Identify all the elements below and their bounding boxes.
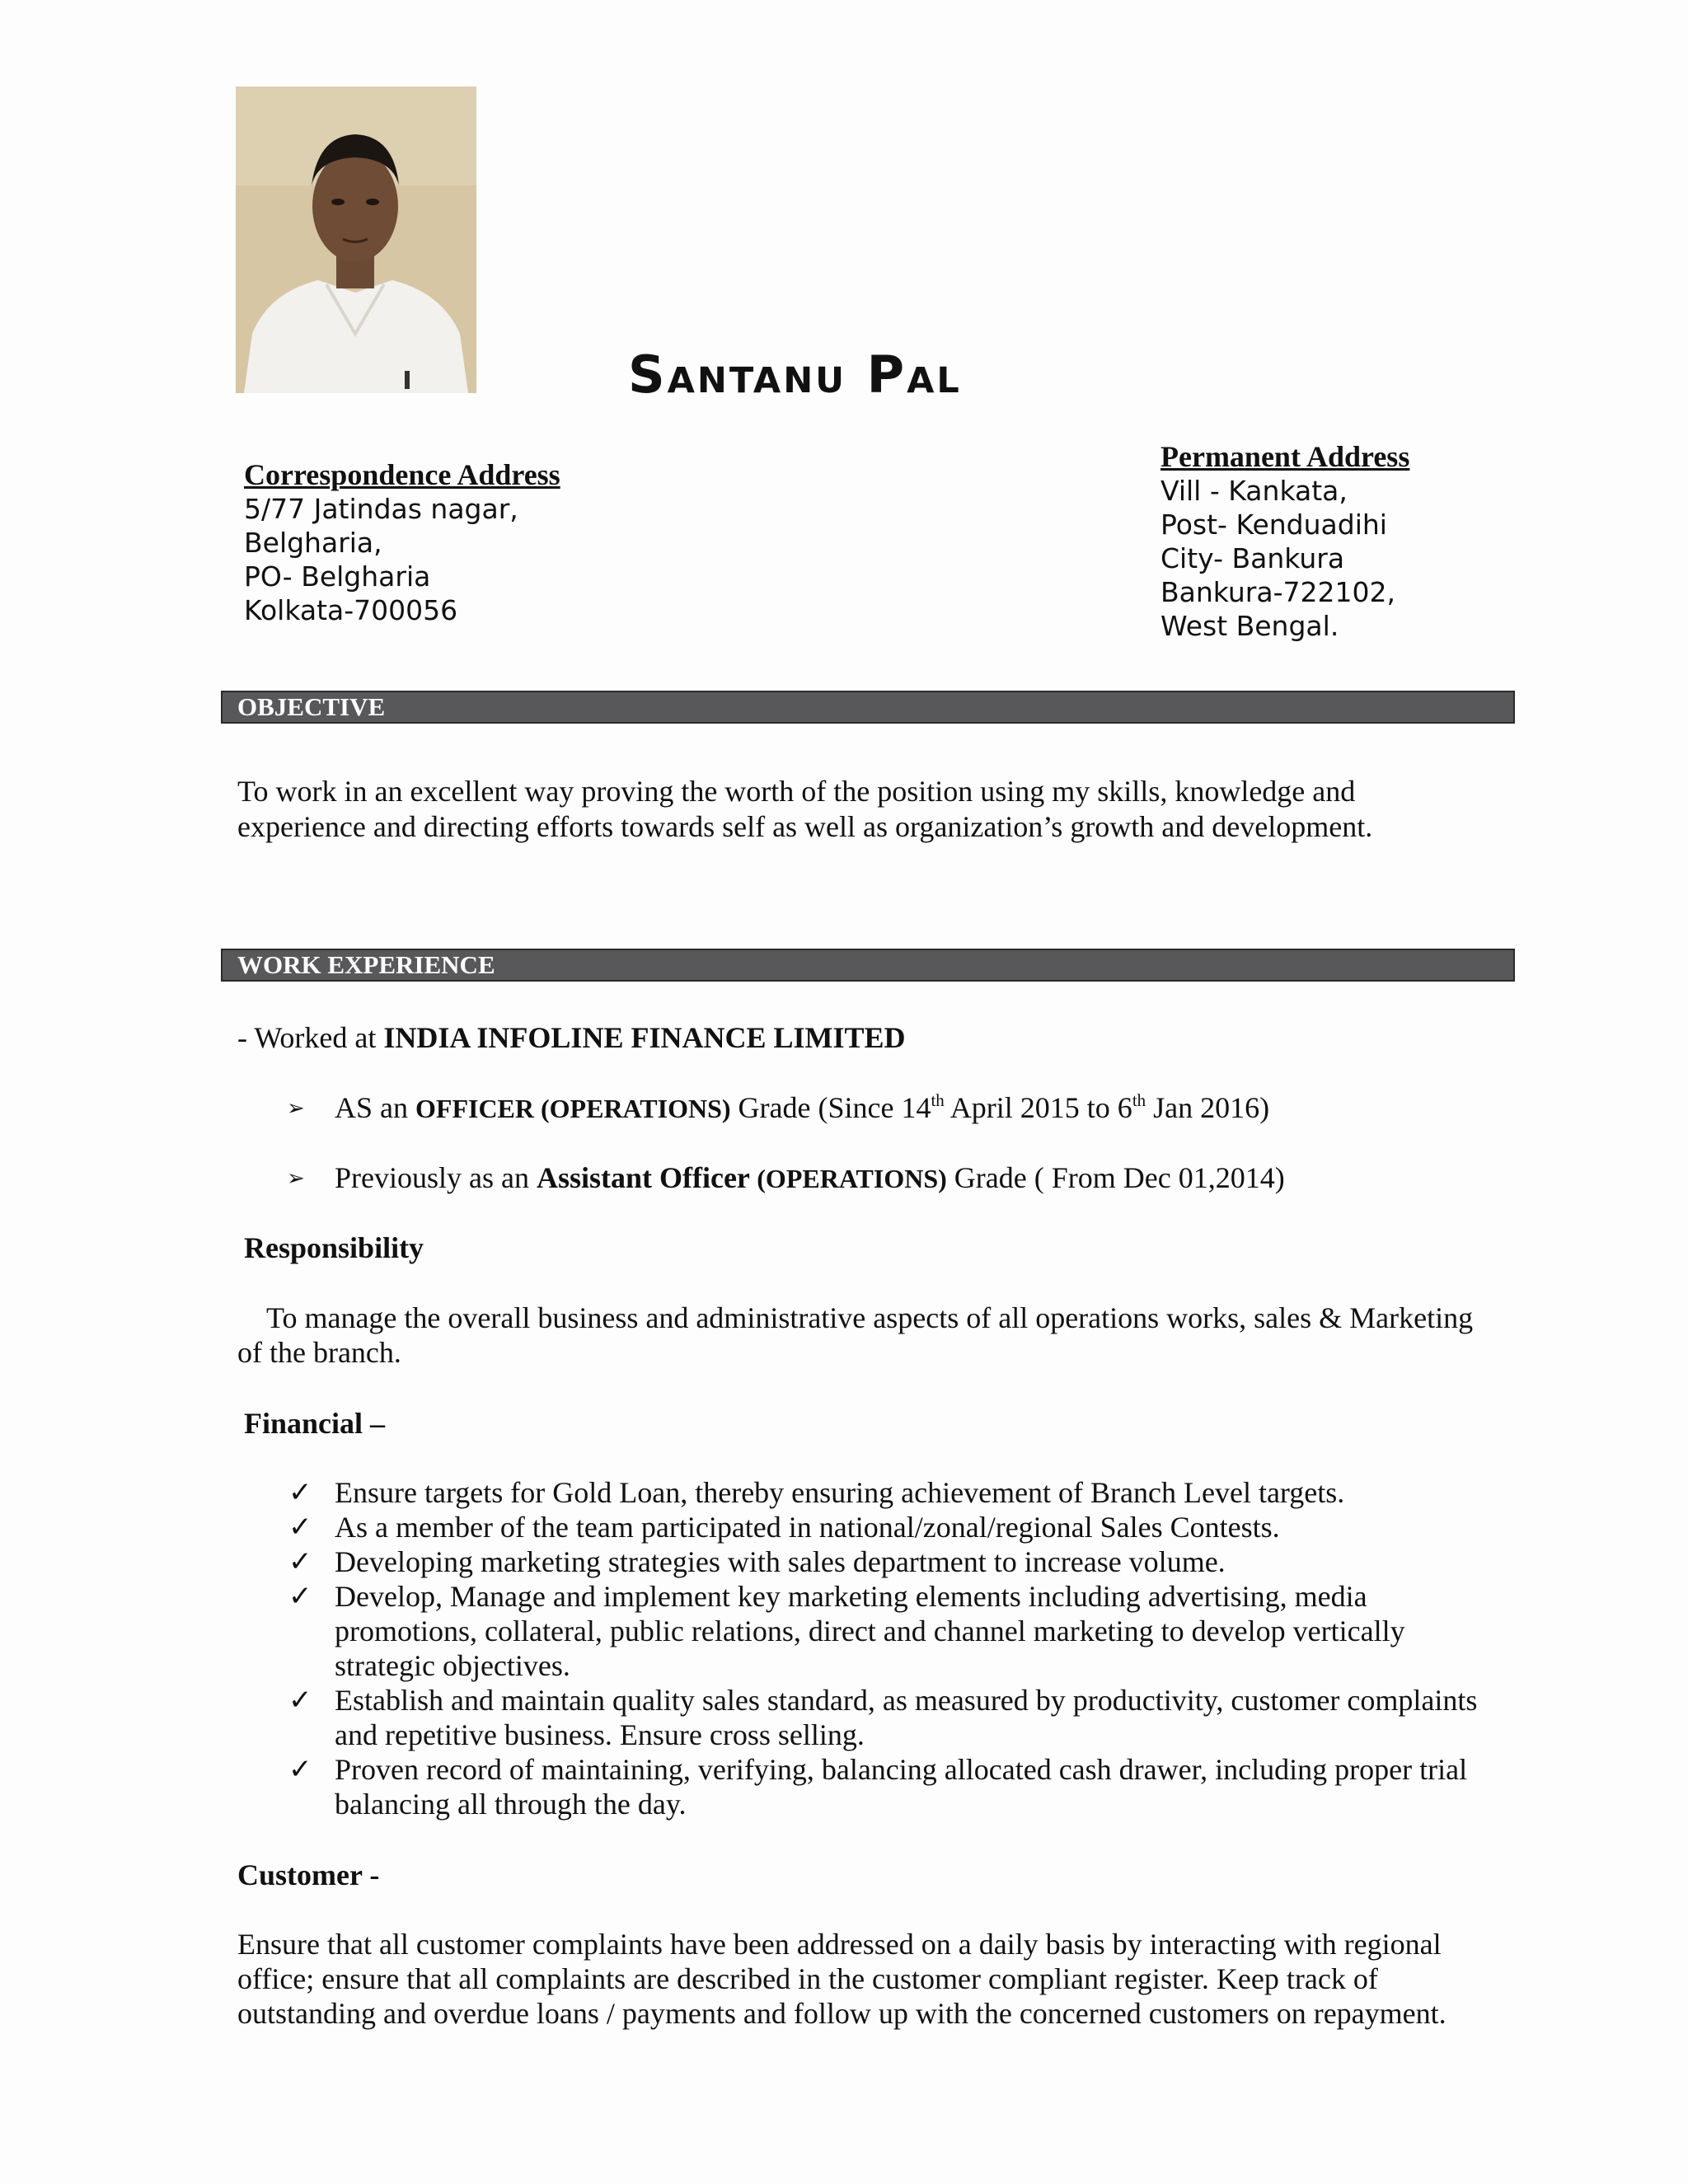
address-line: Belgharia, (244, 527, 382, 559)
correspondence-address (244, 458, 560, 627)
financial-item: Develop, Manage and implement key marketing elements including advertising, media (335, 1580, 1367, 1613)
objective-section-bar: OBJECTIVE (221, 691, 1515, 724)
role-title-suffix: (OPERATIONS) (757, 1164, 947, 1193)
role-text: Grade (Since 14 (730, 1091, 931, 1124)
work-experience-section-bar: WORK EXPERIENCE (221, 949, 1515, 982)
check-icon: ✓ (288, 1545, 312, 1578)
profile-photo (236, 87, 476, 393)
arrow-bullet-icon: ➢ (287, 1096, 305, 1120)
company-name: INDIA INFOLINE FINANCE LIMITED (383, 1021, 906, 1054)
role-title: OFFICER (OPERATIONS) (415, 1094, 731, 1123)
role-text: Jan 2016) (1146, 1091, 1270, 1124)
role-text: Grade ( From Dec 01,2014) (946, 1161, 1285, 1194)
customer-text: office; ensure that all complaints are described in the customer compliant register. Keep track of (237, 1962, 1378, 1995)
superscript: th (1132, 1090, 1146, 1110)
worked-at-line (237, 1020, 905, 1056)
financial-item: As a member of the team participated in national/zonal/regional Sales Contests. (335, 1511, 1280, 1544)
address-line: City- Bankura (1160, 542, 1345, 574)
financial-item-continued: and repetitive business. Ensure cross selling. (335, 1718, 865, 1751)
customer-text: Ensure that all customer complaints have been addressed on a daily basis by interacting with regional (237, 1928, 1442, 1961)
check-icon: ✓ (288, 1684, 312, 1717)
correspondence-heading: Correspondence Address (244, 458, 560, 491)
address-line: Vill - Kankata, (1160, 475, 1348, 507)
role-prefix: Previously as an (335, 1161, 537, 1194)
role-title: Assistant Officer (536, 1161, 757, 1194)
address-line: Kolkata-700056 (244, 594, 458, 626)
address-line: Post- Kenduadihi (1160, 509, 1387, 541)
objective-line: To work in an excellent way proving the worth of the position using my skills, knowledge and (237, 775, 1356, 808)
responsibility-text: of the branch. (237, 1336, 401, 1369)
role-text: April 2015 to 6 (944, 1091, 1132, 1124)
address-line: PO- Belgharia (244, 560, 431, 593)
worked-at-prefix: - Worked at (237, 1021, 384, 1054)
responsibility-heading: Responsibility (244, 1231, 424, 1264)
address-line: Bankura-722102, (1160, 576, 1395, 608)
financial-item-continued: promotions, collateral, public relations, direct and channel marketing to develop vertically (335, 1615, 1405, 1647)
check-icon: ✓ (288, 1580, 312, 1613)
permanent-heading: Permanent Address (1160, 440, 1410, 473)
check-icon: ✓ (288, 1476, 312, 1509)
financial-item: Proven record of maintaining, verifying, balancing allocated cash drawer, including proper trial (335, 1753, 1468, 1786)
address-line: West Bengal. (1160, 610, 1339, 642)
address-line: 5/77 Jatindas nagar, (244, 493, 518, 525)
responsibility-text: To manage the overall business and administrative aspects of all operations works, sales & Marketing (266, 1301, 1474, 1334)
financial-item-continued: strategic objectives. (335, 1649, 570, 1682)
check-icon: ✓ (288, 1511, 312, 1544)
superscript: th (931, 1090, 945, 1110)
arrow-bullet-icon: ➢ (287, 1166, 305, 1190)
permanent-address (1160, 440, 1409, 643)
candidate-name: Santanu Pal (628, 344, 962, 405)
role-prefix: AS an (335, 1091, 415, 1124)
check-icon: ✓ (288, 1753, 312, 1786)
role-previous (335, 1160, 1285, 1197)
financial-heading: Financial – (244, 1407, 386, 1440)
customer-text: outstanding and overdue loans / payments and follow up with the concerned customers on repayment. (237, 1997, 1447, 2030)
financial-item: Establish and maintain quality sales standard, as measured by productivity, customer complaints (335, 1684, 1478, 1717)
role-current (335, 1090, 1269, 1127)
customer-heading: Customer - (237, 1858, 380, 1891)
financial-item-continued: balancing all through the day. (335, 1788, 687, 1821)
objective-line: experience and directing efforts towards self as well as organization’s growth and development. (237, 810, 1373, 843)
financial-item: Developing marketing strategies with sales department to increase volume. (335, 1545, 1226, 1578)
financial-item: Ensure targets for Gold Loan, thereby ensuring achievement of Branch Level targets. (335, 1476, 1345, 1509)
